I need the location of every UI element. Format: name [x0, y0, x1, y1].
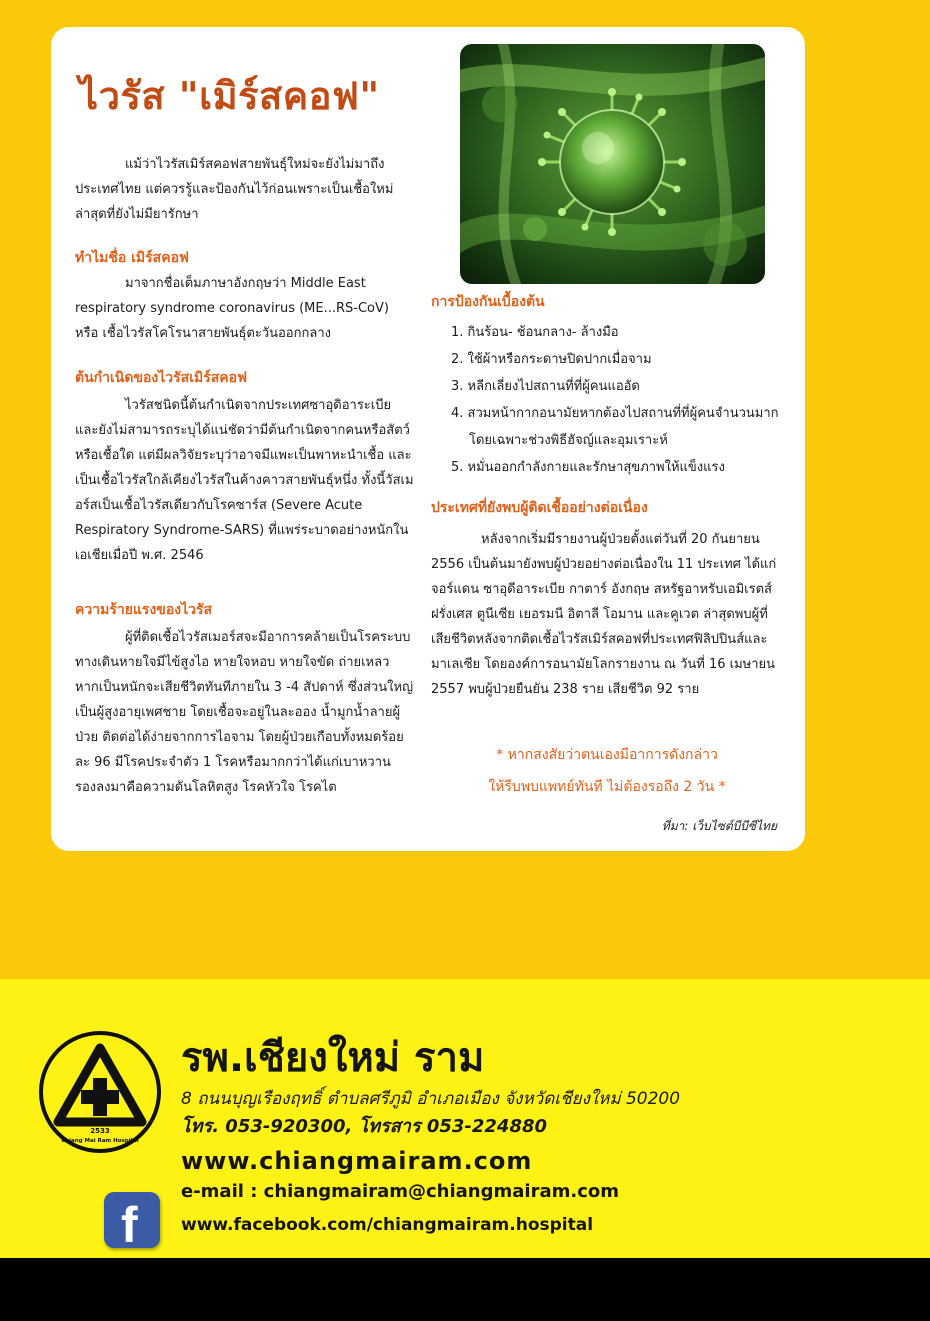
- facebook-icon[interactable]: f: [104, 1192, 160, 1248]
- website-link[interactable]: www.chiangmairam.com: [181, 1147, 533, 1175]
- prevention-list: [451, 319, 786, 481]
- hospital-name: รพ.เชียงใหม่ ราม: [181, 1035, 485, 1081]
- section-body-severity: ผู้ที่ติดเชื้อไวรัสเมอร์สจะมีอาการคล้ายเป็นโรคระบบทางเดินหายใจมีไข้สูงไอ หายใจหอบ หายใจขัด ถ่ายเหลว หากเป็นหนักจะเสียชีวิตทันทีภายใน 3 -4 สัปดาห์ ซึ่งส่วนใหญ่เป็นผู้สูงอายุเพศชาย โดยเชื้อจะอยู่ในละออง น้ำมูกน้ำลายผู้ป่วย ติดต่อได้ง่ายจากการไอจาม โดยผู้ป่วยเกือบทั้งหมดร้อยละ 96 มีโรคประจำตัว 1 โรคหรือมากกว่าได้แก่เบาหวาน รองลงมาคือความดันโลหิตสูง โรคหัวใจ โรคไต: [75, 630, 414, 795]
- section-body-origin: ไวรัสชนิดนี้ต้นกำเนิดจากประเทศซาอุดิอาระเบีย และยังไม่สามารถระบุได้แน่ชัดว่ามีต้นกำเนิดจากคนหรือสัตว์หรือเชื้อใด แต่มีผลวิจัยระบุว่าอาจมีแพะเป็นพาหะนำเชื้อ และเป็นเชื้อไวรัสใกล้เคียงไวรัสในค้างคาวสายพันธุ์หนึ่ง ทั้งนี้วัสเมอร์สเป็นเชื้อไวรัสเดียวกับโรคซาร์ส (Severe Acute Respiratory Syndrome-SARS) ที่แพร่ระบาดอย่างหนักในเอเชียเมื่อปี พ.ศ. 2546: [75, 398, 414, 563]
- countries-body: หลังจากเริ่มมีรายงานผู้ป่วยตั้งแต่วันที่ 20 กันยายน 2556 เป็นต้นมายังพบผู้ป่วยอย่างต่อเนื่องใน 11 ประเทศ ได้แก่ จอร์แดน ซาอุดีอาระเบีย กาตาร์ อังกฤษ สหรัฐอาหรับเอมิเรตส์ ฝรั่งเศส ตูนีเซีย เยอรมนี อิตาลี โอมาน และคูเวต ล่าสุดพบผู้ที่เสียชีวิตหลังจากติดเชื้อไวรัสเมิร์สคอฟที่ประเทศฟิลิปปินส์และมาเลเซีย โดยองค์การอนามัยโลกรายงาน ณ วันที่ 16 เมษายน 2557 พบผู้ป่วยยืนยัน 238 ราย เสียชีวิต 92 ราย: [431, 532, 777, 697]
- section-heading-name: ทำไมชื่อ เมิร์สคอฟ: [75, 250, 189, 266]
- logo-caption: Chiang Mai Ram Hospital: [61, 1138, 139, 1144]
- countries-heading: ประเทศที่ยังพบผู้ติดเชื้ออย่างต่อเนื่อง: [431, 500, 648, 516]
- section-heading-origin: ต้นกำเนิดของไวรัสเมิร์สคอฟ: [75, 370, 247, 386]
- hospital-logo: [38, 1030, 162, 1154]
- warning-line-1: * หากสงสัยว่าตนเองมีอาการดังกล่าว: [496, 747, 718, 763]
- article-card: [51, 27, 805, 851]
- prevention-heading: การป้องกันเบื้องต้น: [431, 294, 545, 310]
- virus-illustration: [460, 44, 765, 284]
- facebook-link[interactable]: www.facebook.com/chiangmairam.hospital: [181, 1215, 594, 1235]
- prevention-item: 3. หลีกเลี่ยงไปสถานที่ที่ผู้คนแออัด: [451, 379, 640, 394]
- intro-paragraph: แม้ว่าไวรัสเมิร์สคอฟสายพันธุ์ใหม่จะยังไม่มาถึงประเทศไทย แต่ควรรู้และป้องกันไว้ก่อนเพราะเป็นเชื้อใหม่ล่าสุดที่ยังไม่มียารักษา: [75, 157, 394, 222]
- source-credit: ที่มา: เว็บไซต์บีบีซีไทย: [661, 819, 777, 833]
- prevention-item: 1. กินร้อน- ช้อนกลาง- ล้างมือ: [451, 325, 619, 340]
- section-body-name: มาจากชื่อเต็มภาษาอังกฤษว่า Middle East respiratory syndrome coronavirus (ME...RS-CoV) หรือ เชื้อไวรัสโคโรนาสายพันธุ์ตะวันออกกลาง: [75, 276, 389, 341]
- hospital-phone: โทร. 053-920300, โทรสาร 053-224880: [181, 1116, 548, 1137]
- warning-line-2: ให้รีบพบแพทย์ทันที ไม่ต้องรอถึง 2 วัน *: [488, 779, 726, 795]
- prevention-item: 4. สวมหน้ากากอนามัยหากต้องไปสถานที่ที่ผู้คนจำนวนมากโดยเฉพาะช่วงพิธีฮัจญ์และอุมเราะห์: [451, 406, 779, 448]
- prevention-item: 5. หมั่นออกกำลังกายและรักษาสุขภาพให้แข็งแรง: [451, 460, 725, 475]
- hospital-address: 8 ถนนบุญเรืองฤทธิ์ ตำบลศรีภูมิ อำเภอเมือง จังหวัดเชียงใหม่ 50200: [181, 1089, 681, 1109]
- hospital-footer: [0, 979, 930, 1258]
- logo-year: 2533: [90, 1127, 110, 1135]
- article-title: ไวรัส "เมิร์สคอฟ": [79, 74, 380, 118]
- email-link[interactable]: e-mail : chiangmairam@chiangmairam.com: [181, 1181, 619, 1202]
- section-heading-severity: ความร้ายแรงของไวรัส: [75, 602, 213, 618]
- prevention-item: 2. ใช้ผ้าหรือกระดาษปิดปากเมื่อจาม: [451, 352, 652, 367]
